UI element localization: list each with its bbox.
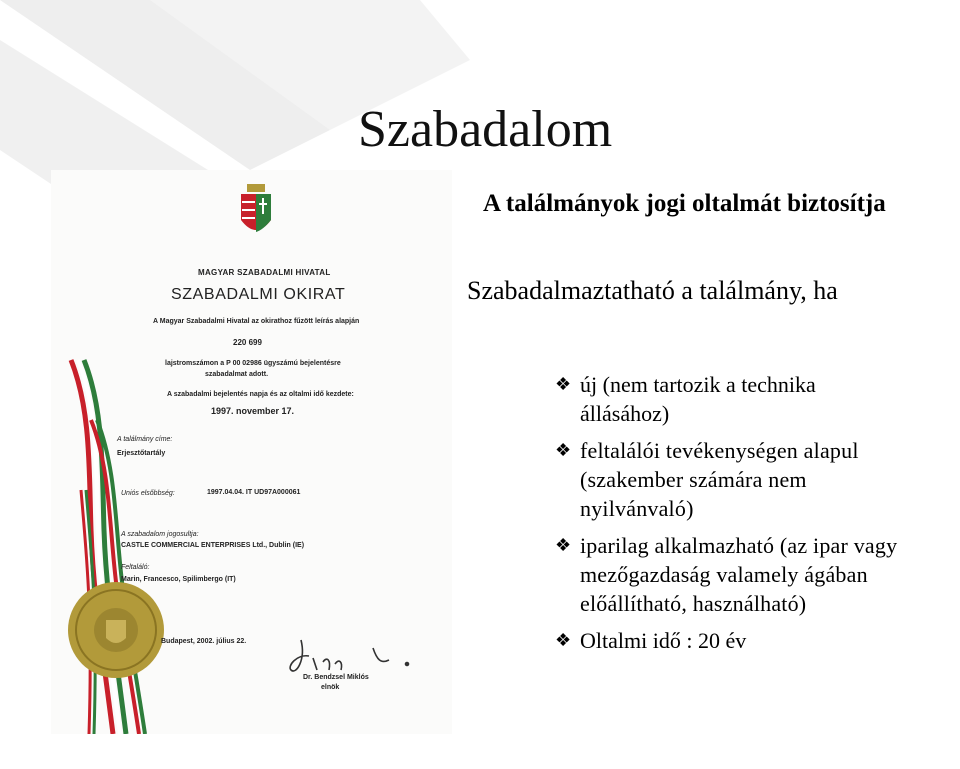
slide-title: Szabadalom <box>358 101 613 158</box>
certificate-invention-title: Erjesztőtartály <box>117 450 166 457</box>
certificate-inventor-value: Marin, Francesco, Spilimbergo (IT) <box>121 576 236 583</box>
slide-subtitle: A találmányok jogi oltalmát biztosítja <box>483 190 886 217</box>
seal-icon <box>68 582 164 678</box>
certificate-office: MAGYAR SZABADALMI HIVATAL <box>198 268 331 277</box>
certificate-inventor-label: Feltaláló: <box>121 564 150 571</box>
certificate-issued-line: A Magyar Szabadalmi Hivatal az okirathoz fűzött leírás alapján <box>153 318 360 325</box>
intro-text: Szabadalmaztatható a találmány, ha <box>467 276 838 305</box>
certificate-priority-value: 1997.04.04. IT UD97A000061 <box>207 489 301 496</box>
list-item-text: új (nem tartozik a technika állásához) <box>580 372 816 426</box>
certificate-owner-value: CASTLE COMMERCIAL ENTERPRISES Ltd., Dublin (IE) <box>121 542 305 549</box>
signature-icon <box>290 640 408 671</box>
certificate-filed-date: 1997. november 17. <box>211 406 295 416</box>
diamond-bullet-icon: ❖ <box>555 374 572 394</box>
list-item <box>555 436 960 523</box>
coat-of-arms-icon <box>241 184 271 232</box>
certificate-reg-line2: szabadalmat adott. <box>205 371 269 378</box>
certificate-priority-label: Uniós elsőbbség: <box>121 490 175 497</box>
diamond-bullet-icon: ❖ <box>555 440 572 460</box>
diamond-bullet-icon: ❖ <box>555 535 572 555</box>
list-item <box>555 626 960 655</box>
diamond-bullet-icon: ❖ <box>555 630 572 650</box>
certificate-invention-label: A találmány címe: <box>117 436 173 443</box>
certificate-filed-label: A szabadalmi bejelentés napja és az oltalmi idő kezdete: <box>167 391 354 398</box>
certificate-graphics <box>51 170 452 734</box>
patent-certificate-image <box>51 170 452 734</box>
list-item <box>555 370 960 428</box>
certificate-signer: Dr. Bendzsel Miklós <box>303 674 369 681</box>
list-item-text: iparilag alkalmazható (az ipar vagy mezőgazdaság valamely ágában előállítható, használható) <box>580 533 898 616</box>
list-item-text: Oltalmi idő : 20 év <box>580 628 747 653</box>
certificate-place-date: Budapest, 2002. július 22. <box>161 638 247 645</box>
certificate-signer-role: elnök <box>321 684 340 691</box>
certificate-reg-line: lajstromszámon a P 00 02986 ügyszámú bejelentésre <box>165 360 341 367</box>
list-item-text: feltalálói tevékenységen alapul (szakember számára nem nyilvánvaló) <box>580 438 859 521</box>
list-item <box>555 531 960 618</box>
criteria-list <box>555 370 960 663</box>
certificate-owner-label: A szabadalom jogosultja: <box>121 531 199 538</box>
certificate-title: SZABADALMI OKIRAT <box>171 286 346 303</box>
certificate-number: 220 699 <box>233 338 262 347</box>
